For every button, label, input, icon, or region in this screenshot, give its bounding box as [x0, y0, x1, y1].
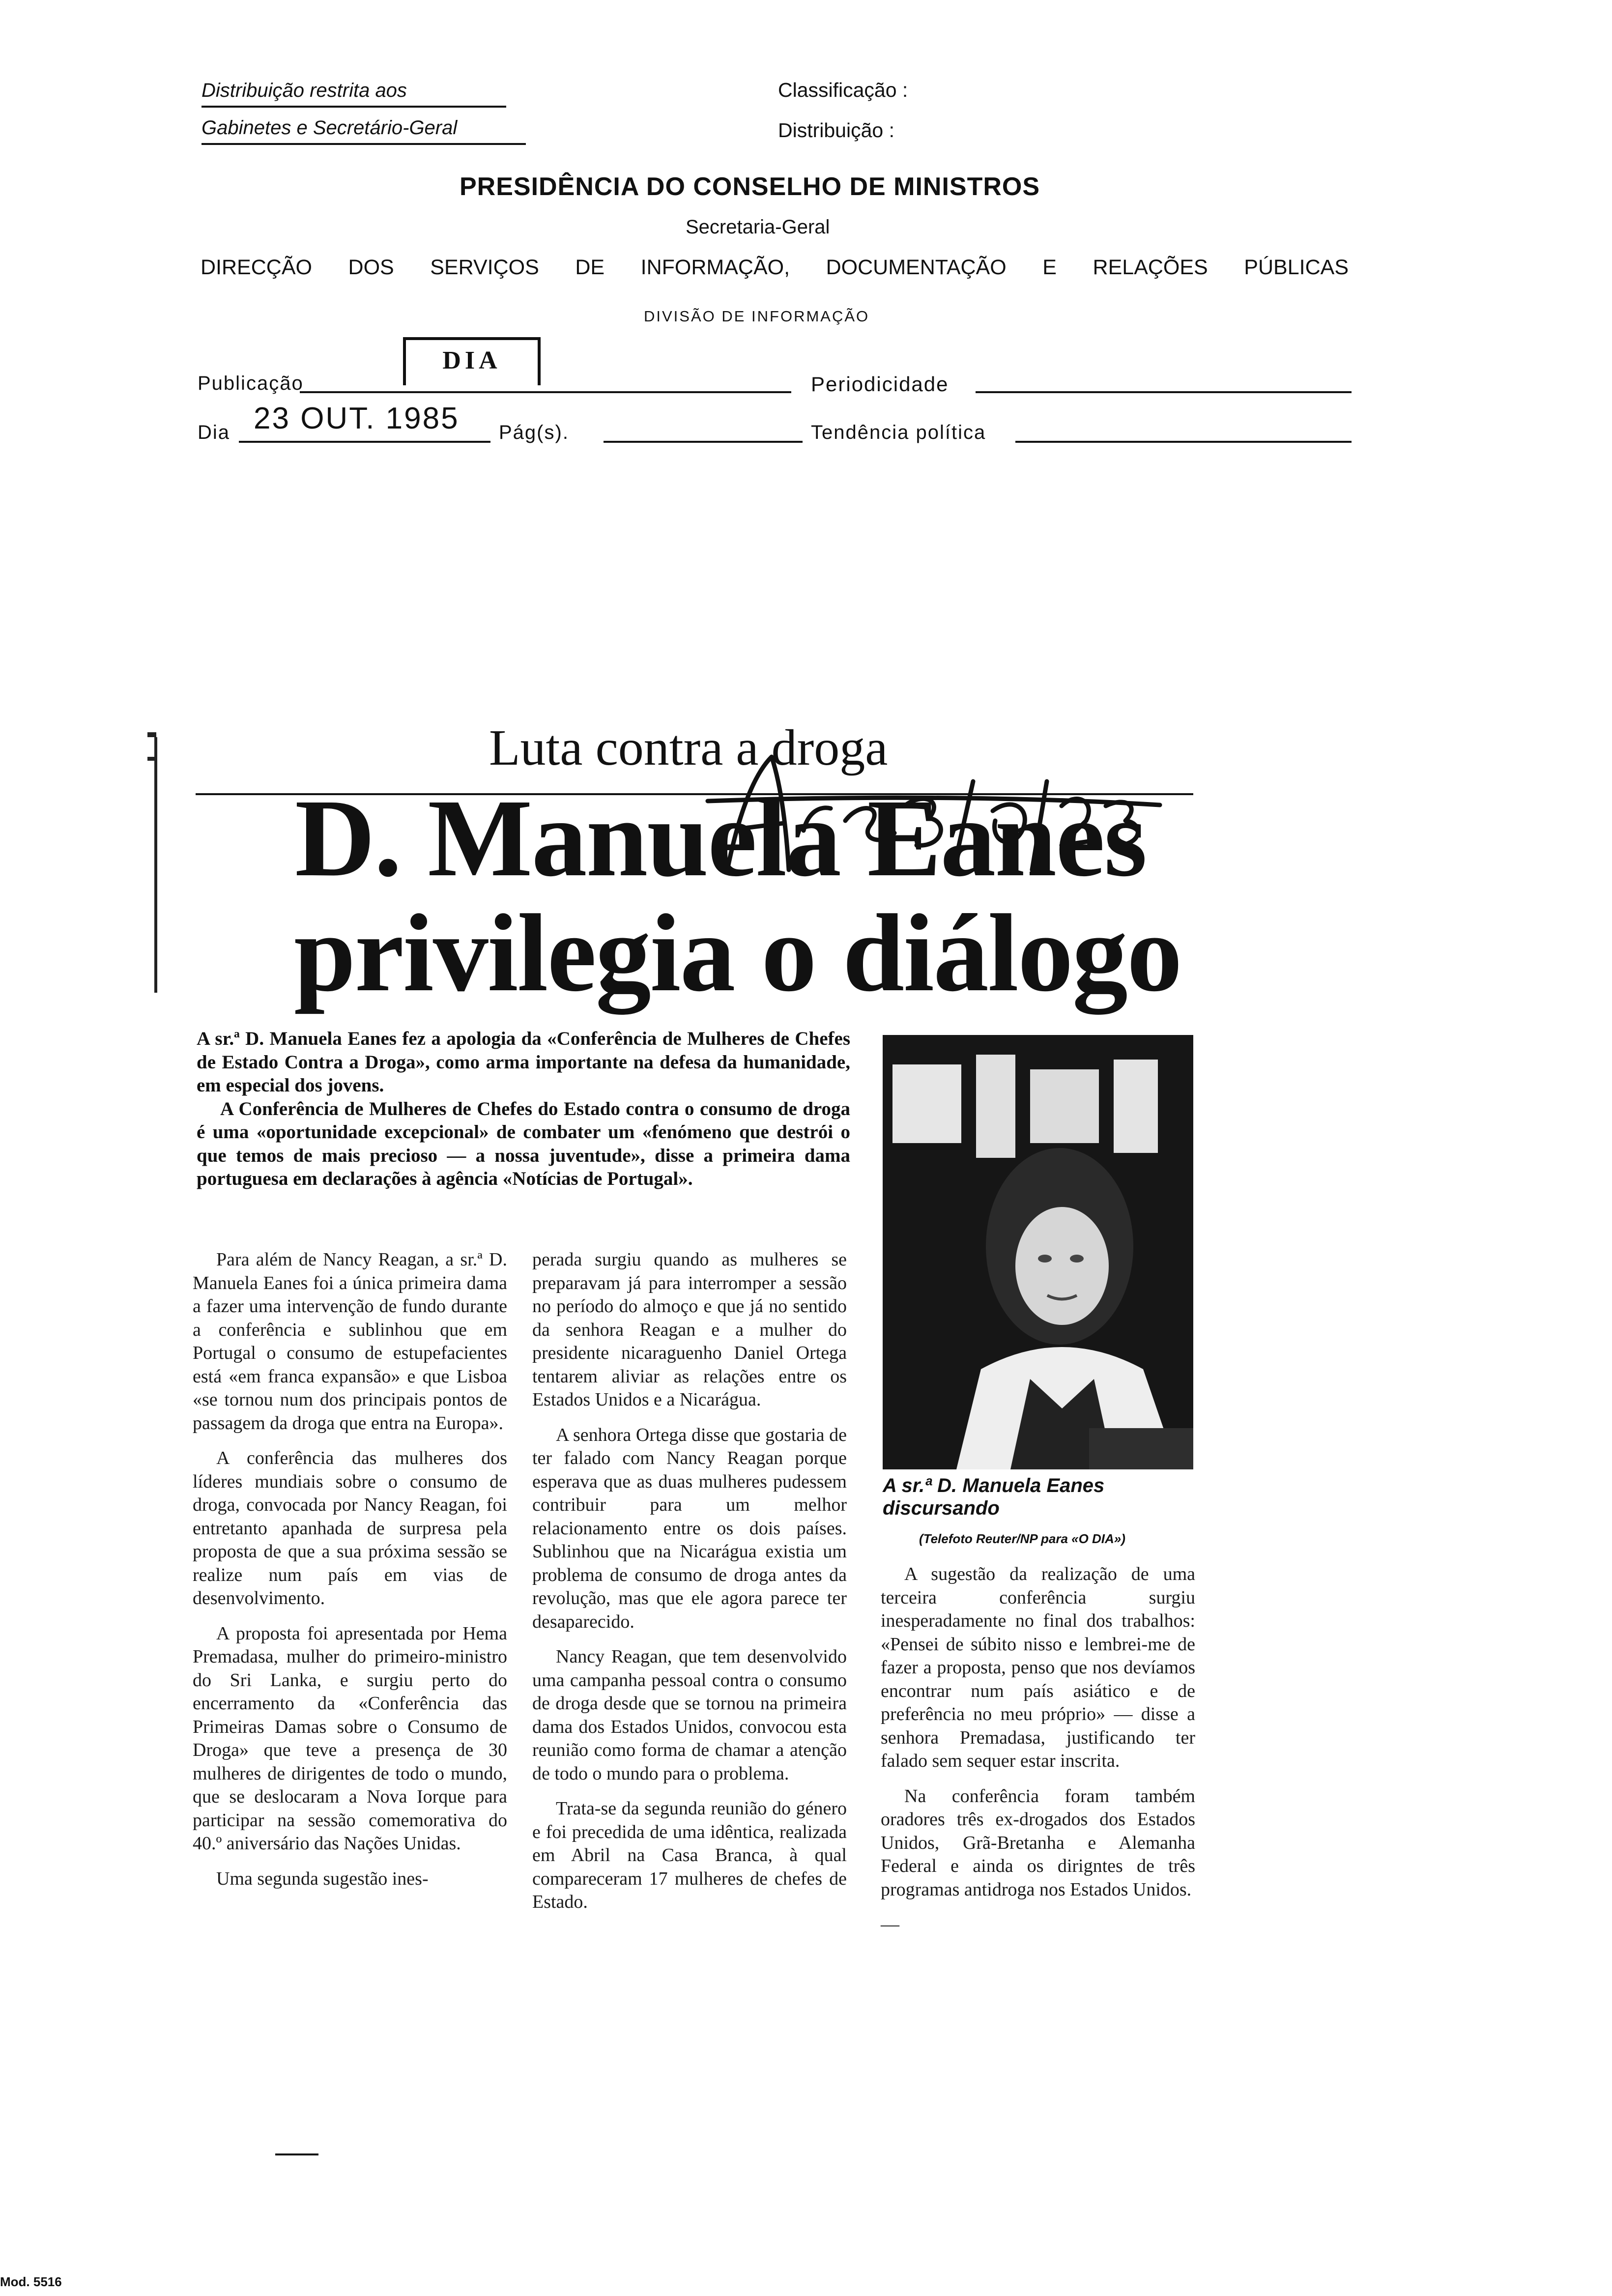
direccao-servicos: DIRECÇÃO DOS SERVIÇOS DE INFORMAÇÃO, DOCUMENTAÇÃO E RELAÇÕES PÚBLICAS	[201, 256, 1349, 279]
clipping-edge-tick-2	[147, 757, 154, 761]
lead-paragraph-1: A sr.ª D. Manuela Eanes fez a apologia da «Conferência de Mulheres de Chefes de Estado Contra a Droga», como arma importante na defesa da humanidade, em especial dos jovens.	[197, 1028, 850, 1096]
article-photo	[883, 1035, 1193, 1469]
photo-caption: A sr.ª D. Manuela Eanes discursando	[883, 1475, 1105, 1519]
headline-line2: privilegia o diálogo	[294, 891, 1181, 1014]
tendencia-label: Tendência política	[811, 422, 986, 443]
clipping-edge-tick	[147, 732, 156, 737]
col1-end-rule	[275, 2153, 318, 2155]
org-title: PRESIDÊNCIA DO CONSELHO DE MINISTROS	[460, 172, 1040, 201]
col3-end-dash: —	[881, 1914, 899, 1935]
article-column-3	[881, 1563, 1195, 1949]
col2-paragraph-1: perada surgiu quando as mulheres se preparavam já para interromper a sessão no período do almoço e que já no sentido da senhora Reagan e a mulher do presidente nicaraguenho Daniel Ortega tentarem aliviar as relações entre os Estados Unidos e a Nicarágua.	[532, 1249, 847, 1410]
col1-paragraph-2: A conferência das mulheres dos líderes mundiais sobre o consumo de droga, convocada por Nancy Reagan, foi entretanto apanhada de surpresa pela proposta de que a sua próxima sessão se realize num país em vias de desenvolvimento.	[193, 1448, 507, 1608]
publicacao-stamp-text: DIA	[442, 346, 501, 374]
periodicidade-label: Periodicidade	[811, 373, 949, 396]
col2-paragraph-4: Trata-se da segunda reunião do género e foi precedida de uma idêntica, realizada em Abril na Casa Branca, à qual compareceram 17 mulheres de chefes de Estado.	[532, 1798, 847, 1912]
article-column-2	[532, 1248, 847, 1926]
dia-line	[239, 441, 490, 443]
col1-paragraph-1: Para além de Nancy Reagan, a sr.ª D. Manuela Eanes foi a única primeira dama a fazer uma intervenção de fundo durante a conferência e sublinhou que em Portugal o consumo de estupefacientes está «em franca expansão» e que Lisboa «se tornou num dos principais pontos de passagem da droga que entra na Europa».	[193, 1249, 507, 1434]
publicacao-stamp	[403, 337, 541, 385]
form-model-number: Mod. 5516	[0, 2274, 62, 2289]
distribuicao-label: Distribuição :	[778, 119, 894, 142]
article-kicker: Luta contra a droga	[489, 719, 888, 776]
tendencia-line	[1015, 441, 1352, 443]
article-lead	[197, 1027, 850, 1191]
publicacao-label: Publicação	[198, 373, 304, 394]
pags-label: Pág(s).	[499, 422, 569, 443]
secretaria-geral: Secretaria-Geral	[686, 216, 830, 238]
col2-paragraph-2: A senhora Ortega disse que gostaria de ter falado com Nancy Reagan porque esperava que as duas mulheres pudessem contribuir para um melhor relacionamento entre os dois países. Sublinhou que na Nicarágua existia um problema de consumo de droga antes da revolução, mas que ele agora parece ter desaparecido.	[532, 1424, 847, 1632]
col3-paragraph-2: Na conferência foram também oradores três ex-drogados dos Estados Unidos, Grã-Bretanha e Alemanha Federal e ainda os dirigntes de três programas antidroga nos Estados Unidos.	[881, 1785, 1195, 1900]
restricted-distribution-line2: Gabinetes e Secretário-Geral	[202, 117, 526, 145]
publicacao-line	[300, 391, 791, 393]
lead-paragraph-2: A Conferência de Mulheres de Chefes do Estado contra o consumo de droga é uma «oportunidade excepcional» de combater um «fenómeno que destrói o que temos de mais precioso — a nossa juventude», disse a primeira dama portuguesa em declarações à agência «Notícias de Portugal».	[197, 1098, 850, 1189]
headline-line1: D. Manuela Eanes	[295, 776, 1147, 899]
clipping-edge-mark	[154, 737, 157, 993]
article-column-1	[193, 1248, 507, 1902]
restricted-distribution-line1: Distribuição restrita aos	[202, 80, 506, 108]
col1-paragraph-4: Uma segunda sugestão ines-	[216, 1868, 429, 1889]
periodicidade-line	[976, 391, 1352, 393]
photo-credit: (Telefoto Reuter/NP para «O DIA»)	[919, 1531, 1125, 1546]
dia-label: Dia	[198, 422, 230, 443]
classificacao-label: Classificação :	[778, 79, 908, 101]
col3-paragraph-1: A sugestão da realização de uma terceira conferência surgiu inesperadamente no final dos trabalhos: «Pensei de súbito nisso e lembrei-me de fazer a proposta, penso que nos devíamos encontrar num país asiático e de preferência no meu próprio» — disse a senhora Premadasa, justificando ter falado sem sequer estar inscrita.	[881, 1564, 1195, 1771]
dia-value: 23 OUT. 1985	[254, 402, 460, 435]
handwritten-archive-note	[698, 722, 1170, 899]
photo-portrait	[883, 1035, 1193, 1469]
col2-paragraph-3: Nancy Reagan, que tem desenvolvido uma campanha pessoal contra o consumo de droga desde que se tornou na primeira dama dos Estados Unidos, convocou esta reunião como forma de chamar a atenção de todo o mundo para o problema.	[532, 1646, 847, 1784]
divisao-informacao: DIVISÃO DE INFORMAÇÃO	[644, 308, 870, 325]
col1-paragraph-3: A proposta foi apresentada por Hema Premadasa, mulher do primeiro-ministro do Sri Lanka, e surgiu perto do encerramento da «Conferência das Primeiras Damas sobre o Consumo de Droga» que teve a presença de 30 mulheres de dirigentes de todo o mundo, que se deslocaram a Nova Iorque para participar na sessão comemorativa do 40.º aniversário das Nações Unidas.	[193, 1623, 507, 1854]
pags-line	[604, 441, 803, 443]
